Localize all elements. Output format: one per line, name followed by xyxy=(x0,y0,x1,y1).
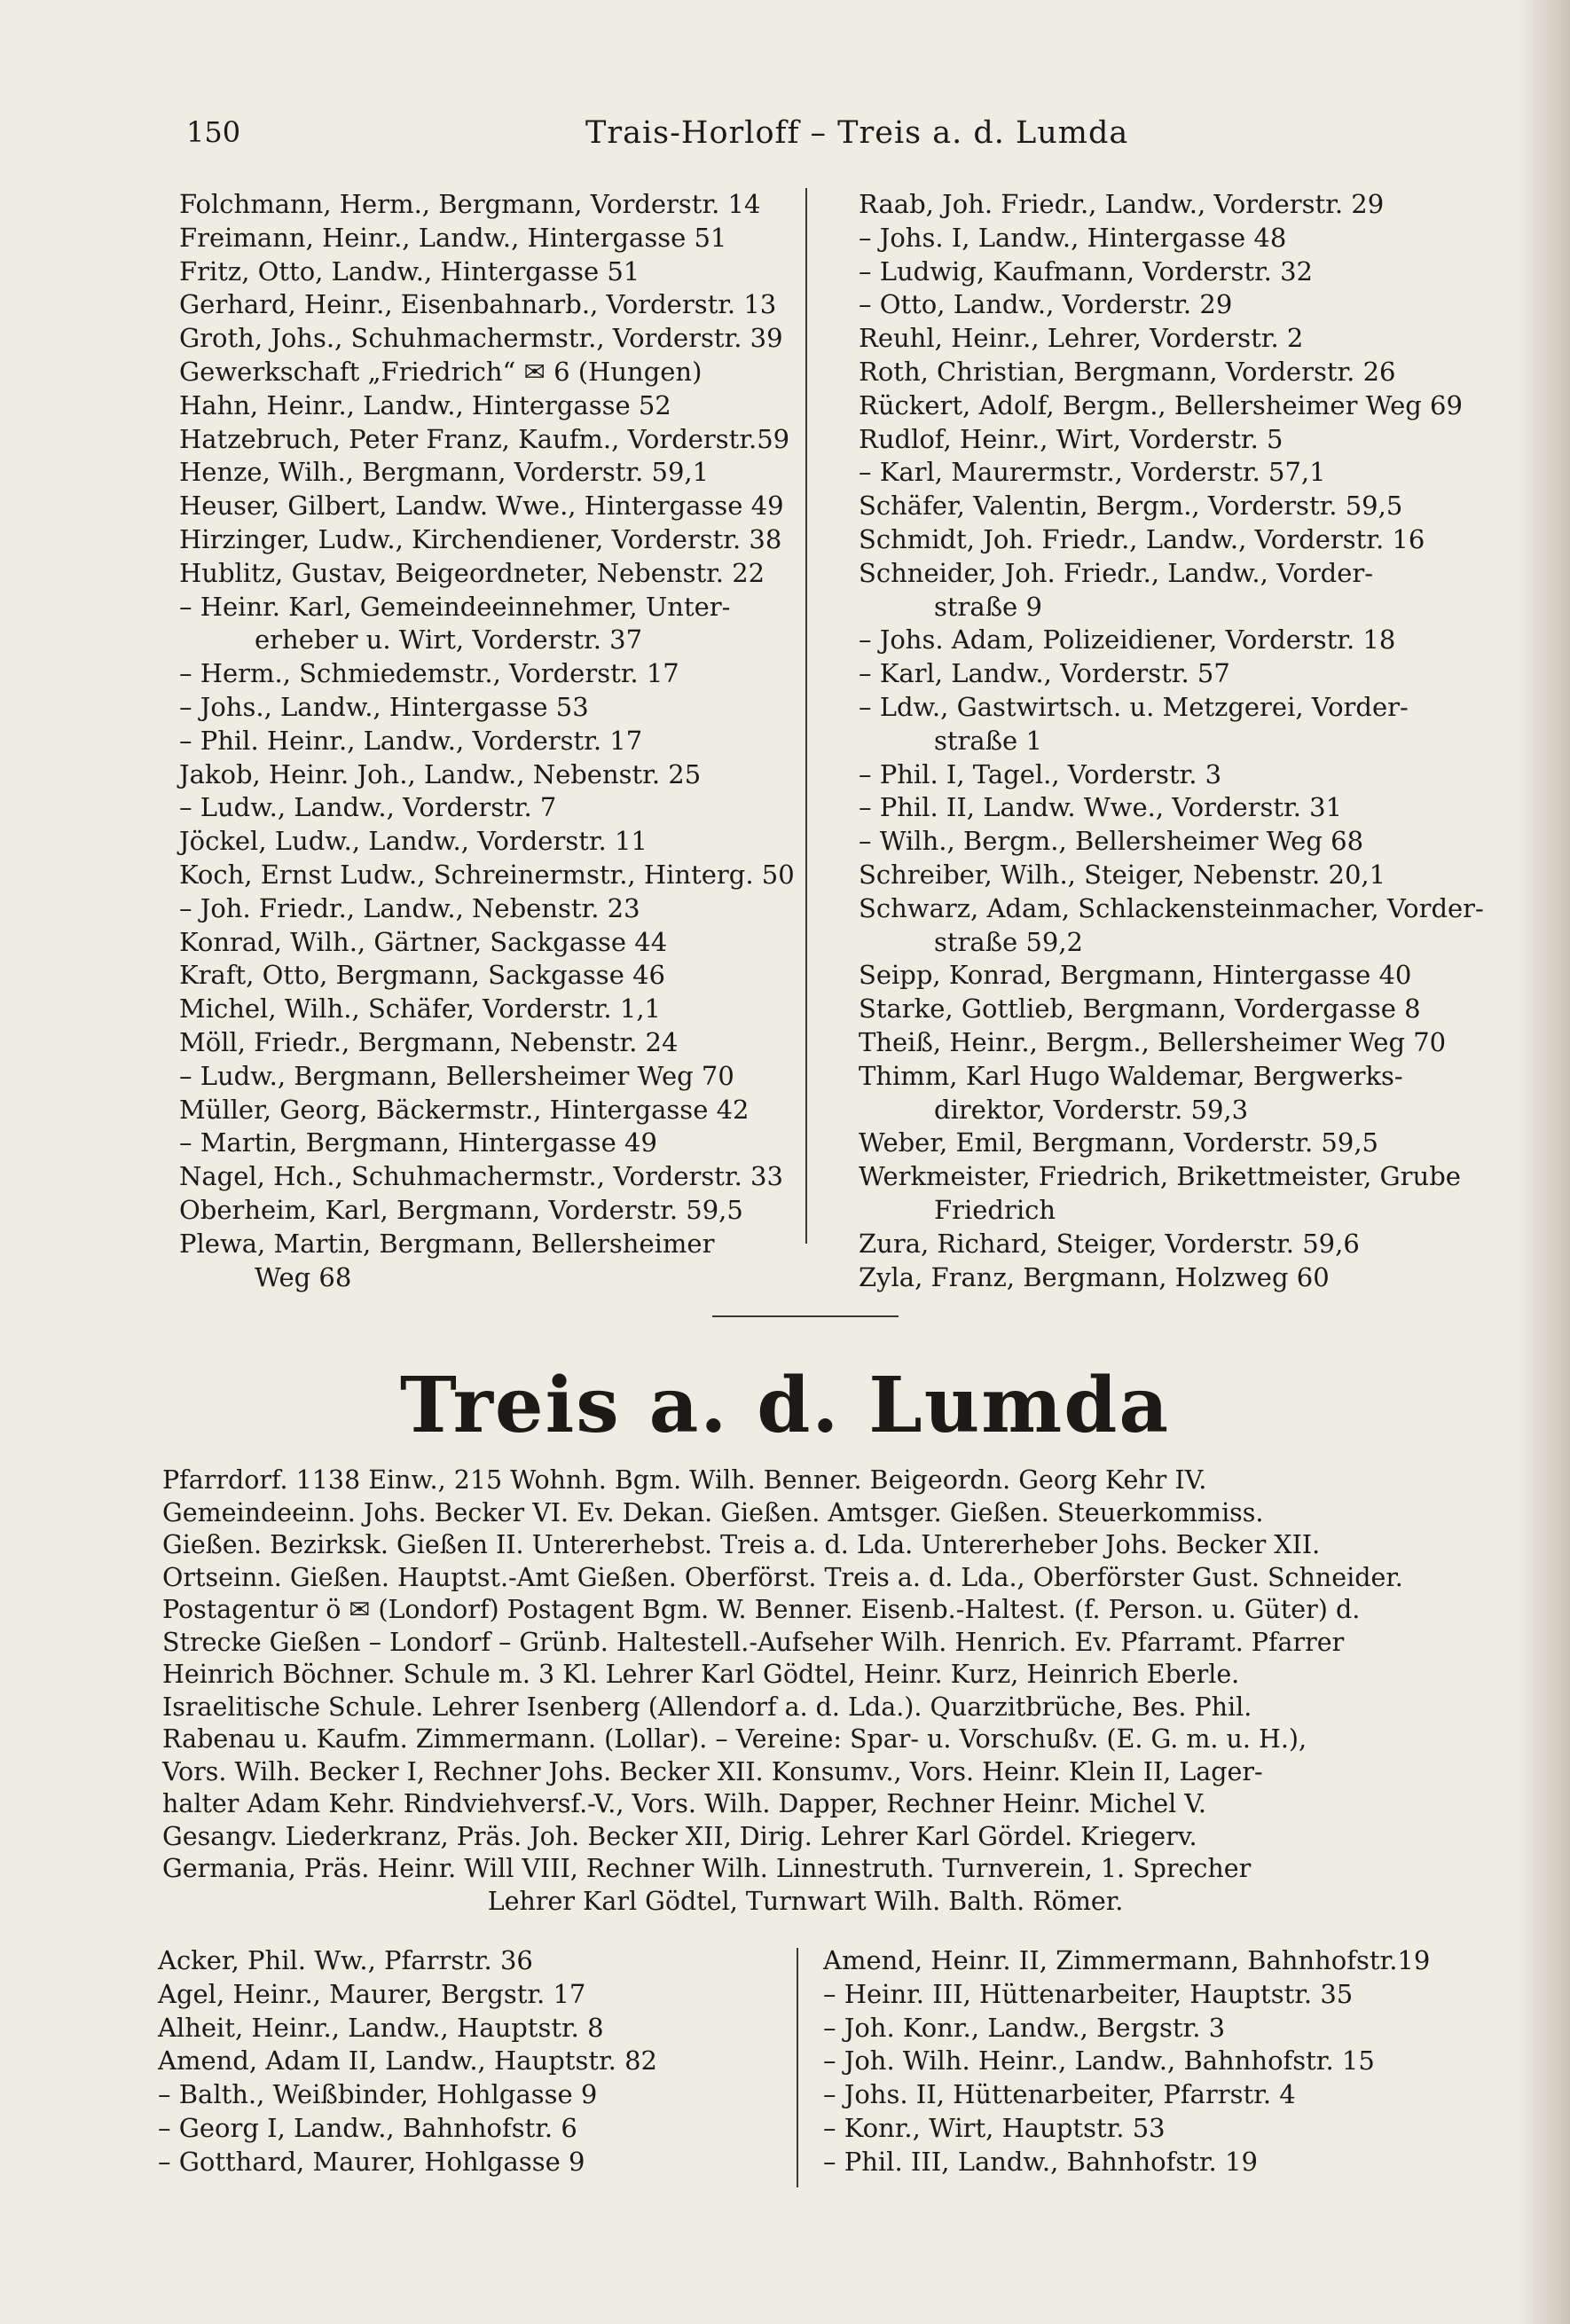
description-line: Gemeindeeinn. Johs. Becker VI. Ev. Dekan. Gießen. Amtsger. Gießen. Steuerkommiss. xyxy=(162,1497,1264,1527)
list-item: – Johs. I, Landw., Hintergasse 48 xyxy=(859,222,1287,253)
list-item: – Karl, Maurermstr., Vorderstr. 57,1 xyxy=(859,457,1326,488)
list-item: – Ludw., Bergmann, Bellersheimer Weg 70 xyxy=(179,1060,734,1091)
list-item: Freimann, Heinr., Landw., Hintergasse 51 xyxy=(179,222,727,253)
list-item: Gerhard, Heinr., Eisenbahnarb., Vorderstr. 13 xyxy=(179,289,777,320)
bottom-right-column xyxy=(823,1944,1430,2179)
list-item: – Otto, Landw., Vorderstr. 29 xyxy=(859,289,1233,320)
list-item-continuation: straße 59,2 xyxy=(934,926,1084,957)
list-item: Heuser, Gilbert, Landw. Wwe., Hintergasse 49 xyxy=(179,491,784,522)
description-line: Vors. Wilh. Becker I, Rechner Johs. Becker XII. Konsumv., Vors. Heinr. Klein II, Lager- xyxy=(162,1756,1263,1786)
list-item-continuation: straße 1 xyxy=(934,725,1042,756)
list-item: – Gotthard, Maurer, Hohlgasse 9 xyxy=(158,2146,585,2177)
description-line: Gesangv. Liederkranz, Präs. Joh. Becker XII, Dirig. Lehrer Karl Gördel. Kriegerv. xyxy=(162,1821,1197,1851)
list-item: Weber, Emil, Bergmann, Vorderstr. 59,5 xyxy=(859,1127,1378,1158)
list-item: Amend, Heinr. II, Zimmermann, Bahnhofstr.19 xyxy=(823,1945,1431,1975)
list-item: – Konr., Wirt, Hauptstr. 53 xyxy=(823,2112,1166,2143)
list-item: – Balth., Weißbinder, Hohlgasse 9 xyxy=(158,2079,598,2110)
list-item: Acker, Phil. Ww., Pfarrstr. 36 xyxy=(158,1945,533,1975)
list-item: Gewerkschaft „Friedrich“ ✉ 6 (Hungen) xyxy=(179,356,703,387)
list-item: Oberheim, Karl, Bergmann, Vorderstr. 59,5 xyxy=(179,1194,743,1225)
list-item: Reuhl, Heinr., Lehrer, Vorderstr. 2 xyxy=(859,323,1304,354)
description-line: halter Adam Kehr. Rindviehversf.-V., Vors. Wilh. Dapper, Rechner Heinr. Michel V. xyxy=(162,1789,1206,1818)
section-title: Treis a. d. Lumda xyxy=(399,1361,1171,1450)
column-divider xyxy=(805,188,807,1244)
list-item: – Joh. Wilh. Heinr., Landw., Bahnhofstr. 15 xyxy=(823,2045,1375,2077)
list-item: – Herm., Schmiedemstr., Vorderstr. 17 xyxy=(179,658,679,689)
list-item: Amend, Adam II, Landw., Hauptstr. 82 xyxy=(158,2045,657,2077)
column-divider xyxy=(797,1948,798,2187)
list-item: – Ludw., Landw., Vorderstr. 7 xyxy=(179,792,557,823)
description-line: Rabenau u. Kaufm. Zimmermann. (Lollar). – Vereine: Spar- u. Vorschußv. (E. G. m. u. H.), xyxy=(162,1724,1307,1754)
list-item: Alheit, Heinr., Landw., Hauptstr. 8 xyxy=(158,2012,604,2043)
description-line: Ortseinn. Gießen. Hauptst.-Amt Gießen. Oberförst. Treis a. d. Lda., Oberförster Gust. Schneider. xyxy=(162,1562,1403,1592)
list-item: – Wilh., Bergm., Bellersheimer Weg 68 xyxy=(859,826,1364,857)
page-number: 150 xyxy=(186,115,241,149)
list-item: – Ludwig, Kaufmann, Vorderstr. 32 xyxy=(859,255,1314,287)
list-item: Koch, Ernst Ludw., Schreinermstr., Hinterg. 50 xyxy=(179,859,795,890)
description-line: Israelitische Schule. Lehrer Isenberg (Allendorf a. d. Lda.). Quarzitbrüche, Bes. Phil. xyxy=(162,1692,1252,1722)
list-item: Schwarz, Adam, Schlackensteinmacher, Vorder- xyxy=(859,892,1484,923)
list-item: – Phil. II, Landw. Wwe., Vorderstr. 31 xyxy=(859,792,1343,823)
list-item: Möll, Friedr., Bergmann, Nebenstr. 24 xyxy=(179,1026,679,1057)
list-item: Plewa, Martin, Bergmann, Bellersheimer xyxy=(179,1228,715,1259)
list-item: – Johs. Adam, Polizeidiener, Vorderstr. 18 xyxy=(859,624,1396,656)
list-item: Starke, Gottlieb, Bergmann, Vordergasse 8 xyxy=(859,993,1421,1025)
list-item: – Johs., Landw., Hintergasse 53 xyxy=(179,691,589,722)
list-item: – Heinr. Karl, Gemeindeeinnehmer, Unter- xyxy=(179,591,731,622)
description-line: Strecke Gießen – Londorf – Grünb. Haltestell.-Aufseher Wilh. Henrich. Ev. Pfarramt. Pfarrer xyxy=(162,1627,1345,1657)
list-item: Seipp, Konrad, Bergmann, Hintergasse 40 xyxy=(859,960,1412,991)
description-line: Lehrer Karl Gödtel, Turnwart Wilh. Balth. Römer. xyxy=(487,1886,1124,1916)
list-item: Henze, Wilh., Bergmann, Vorderstr. 59,1 xyxy=(179,457,710,488)
list-item: – Phil. III, Landw., Bahnhofstr. 19 xyxy=(823,2146,1258,2177)
description-line: Germania, Präs. Heinr. Will VIII, Rechner Wilh. Linnestruth. Turnverein, 1. Sprecher xyxy=(162,1854,1252,1883)
list-item: Jöckel, Ludw., Landw., Vorderstr. 11 xyxy=(179,826,648,857)
list-item-continuation: Weg 68 xyxy=(255,1261,352,1292)
list-item: Werkmeister, Friedrich, Brikettmeister, Grube xyxy=(859,1161,1461,1192)
list-item: Hahn, Heinr., Landw., Hintergasse 52 xyxy=(179,389,671,420)
list-item: Thimm, Karl Hugo Waldemar, Bergwerks- xyxy=(859,1060,1403,1091)
list-item: – Martin, Bergmann, Hintergasse 49 xyxy=(179,1127,657,1158)
list-item: – Johs. II, Hüttenarbeiter, Pfarrstr. 4 xyxy=(823,2079,1296,2110)
top-left-column xyxy=(179,188,795,1294)
running-title: Trais-Horloff – Treis a. d. Lumda xyxy=(585,115,1129,151)
list-item: Schneider, Joh. Friedr., Landw., Vorder- xyxy=(859,557,1374,588)
list-item: – Heinr. III, Hüttenarbeiter, Hauptstr. 35 xyxy=(823,1978,1354,2009)
list-item: Hatzebruch, Peter Franz, Kaufm., Vorderstr.59 xyxy=(179,423,790,454)
description-line: Gießen. Bezirksk. Gießen II. Untererhebst. Treis a. d. Lda. Untererheber Johs. Becker XII. xyxy=(162,1530,1321,1559)
list-item: Fritz, Otto, Landw., Hintergasse 51 xyxy=(179,255,640,287)
list-item: Schäfer, Valentin, Bergm., Vorderstr. 59,5 xyxy=(859,491,1403,522)
list-item: Müller, Georg, Bäckermstr., Hintergasse 42 xyxy=(179,1094,750,1125)
description-line: Pfarrdorf. 1138 Einw., 215 Wohnh. Bgm. Wilh. Benner. Beigeordn. Georg Kehr IV. xyxy=(162,1465,1207,1495)
list-item: Roth, Christian, Bergmann, Vorderstr. 26 xyxy=(859,356,1396,387)
list-item-continuation: Friedrich xyxy=(934,1194,1056,1225)
list-item: Zura, Richard, Steiger, Vorderstr. 59,6 xyxy=(859,1228,1360,1259)
list-item: Agel, Heinr., Maurer, Bergstr. 17 xyxy=(158,1978,586,2009)
list-item: Rudlof, Heinr., Wirt, Vorderstr. 5 xyxy=(859,423,1283,454)
list-item: Schreiber, Wilh., Steiger, Nebenstr. 20,1 xyxy=(859,859,1386,890)
list-item: Jakob, Heinr. Joh., Landw., Nebenstr. 25 xyxy=(179,758,702,789)
list-item: Groth, Johs., Schuhmachermstr., Vorderstr. 39 xyxy=(179,323,783,354)
list-item: Folchmann, Herm., Bergmann, Vorderstr. 14 xyxy=(179,189,761,219)
list-item: Hublitz, Gustav, Beigeordneter, Nebenstr. 22 xyxy=(179,557,765,588)
list-item: – Joh. Friedr., Landw., Nebenstr. 23 xyxy=(179,892,640,923)
list-item-continuation: direktor, Vorderstr. 59,3 xyxy=(934,1094,1249,1125)
list-item: Theiß, Heinr., Bergm., Bellersheimer Weg 70 xyxy=(859,1026,1447,1057)
list-item: – Ldw., Gastwirtsch. u. Metzgerei, Vorder- xyxy=(859,691,1409,722)
list-item: Konrad, Wilh., Gärtner, Sackgasse 44 xyxy=(179,926,668,957)
list-item: – Phil. I, Tagel., Vorderstr. 3 xyxy=(859,758,1222,789)
list-item: Kraft, Otto, Bergmann, Sackgasse 46 xyxy=(179,960,665,991)
section-separator xyxy=(712,1315,899,1317)
page-gutter-shadow xyxy=(1517,0,1570,2324)
top-right-column xyxy=(859,188,1484,1294)
list-item: Nagel, Hch., Schuhmachermstr., Vorderstr. 33 xyxy=(179,1161,783,1192)
list-item: Schmidt, Joh. Friedr., Landw., Vorderstr. 16 xyxy=(859,523,1425,554)
description-line: Postagentur ö ✉ (Londorf) Postagent Bgm. W. Benner. Eisenb.-Haltest. (f. Person. u. Güter) d. xyxy=(162,1595,1361,1624)
page-header xyxy=(186,115,1481,169)
list-item: – Karl, Landw., Vorderstr. 57 xyxy=(859,658,1230,689)
list-item: Hirzinger, Ludw., Kirchendiener, Vorderstr. 38 xyxy=(179,523,782,554)
bottom-left-column xyxy=(158,1944,657,2179)
list-item: Michel, Wilh., Schäfer, Vorderstr. 1,1 xyxy=(179,993,661,1025)
list-item: – Joh. Konr., Landw., Bergstr. 3 xyxy=(823,2012,1226,2043)
list-item: – Georg I, Landw., Bahnhofstr. 6 xyxy=(158,2112,577,2143)
list-item: – Phil. Heinr., Landw., Vorderstr. 17 xyxy=(179,725,643,756)
list-item: Zyla, Franz, Bergmann, Holzweg 60 xyxy=(859,1261,1330,1292)
place-description xyxy=(162,1464,1448,1918)
list-item: Raab, Joh. Friedr., Landw., Vorderstr. 29 xyxy=(859,189,1385,219)
list-item-continuation: erheber u. Wirt, Vorderstr. 37 xyxy=(255,624,643,656)
description-line: Heinrich Böchner. Schule m. 3 Kl. Lehrer Karl Gödtel, Heinr. Kurz, Heinrich Eberle. xyxy=(162,1660,1240,1689)
list-item: Rückert, Adolf, Bergm., Bellersheimer Weg 69 xyxy=(859,389,1463,420)
list-item-continuation: straße 9 xyxy=(934,591,1042,622)
